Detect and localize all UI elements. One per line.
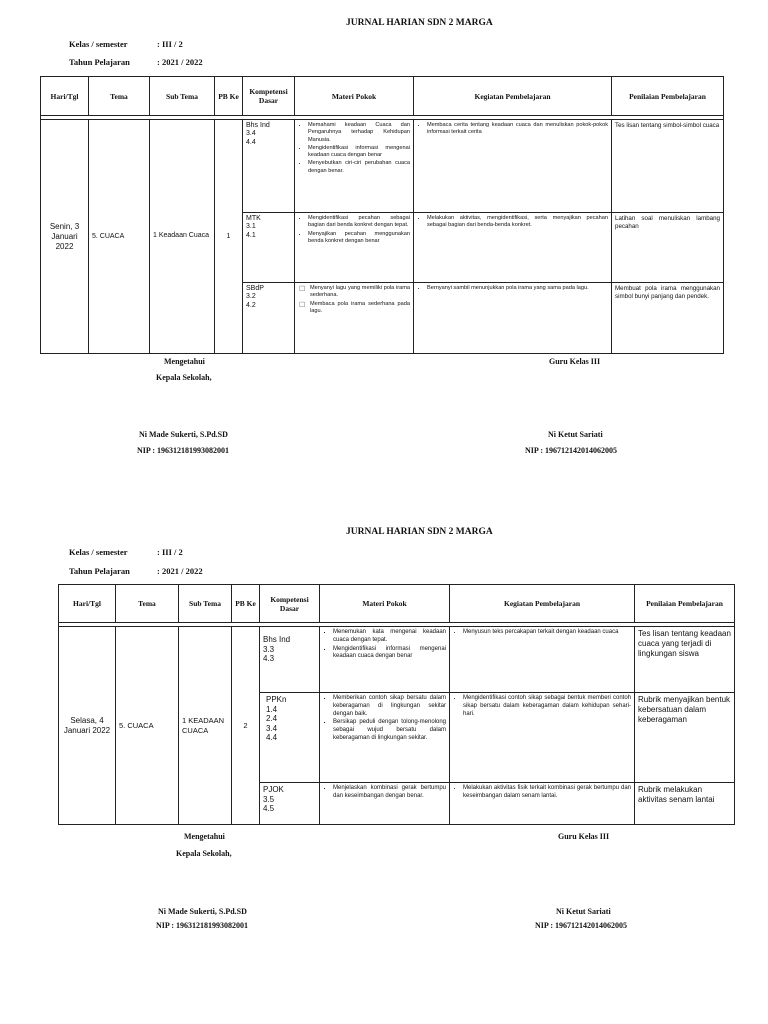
mengetahui-label: Mengetahui xyxy=(184,832,225,841)
materi-cell xyxy=(295,283,414,354)
kd-subject: Bhs Ind xyxy=(246,122,270,129)
kd-cell xyxy=(243,213,295,283)
header-kd: Kompetensi Dasar xyxy=(243,77,295,116)
materi-item: • Mengidentifikasi informasi mengenai keadaan cuaca dengan benar xyxy=(308,145,410,160)
kegiatan-item: • Membaca cerita tentang keadaan cuaca dan menuliskan pokok-pokok informasi terkait cerita xyxy=(427,122,608,137)
kegiatan-cell xyxy=(450,627,635,693)
kd-cell xyxy=(260,693,320,783)
kelas-label: Kelas / semester xyxy=(69,39,128,49)
mengetahui-label: Mengetahui xyxy=(164,357,205,366)
kd-cell xyxy=(260,783,320,825)
header-tema: Tema xyxy=(116,585,179,623)
materi-cell xyxy=(320,627,450,693)
kd-subject: Bhs Ind xyxy=(263,635,291,644)
materi-item: • Menyebutkan ciri-ciri perubahan cuaca dengan benar. xyxy=(308,160,410,175)
kd-subject: PPKn xyxy=(266,695,287,704)
subtema-cell: 1 Keadaan Cuaca xyxy=(150,120,215,354)
header-subtema: Sub Tema xyxy=(150,77,215,116)
materi-item: • Memahami keadaan Cuaca dan Pengaruhnya terhadap Kehidupan Manusia. xyxy=(308,122,410,144)
kd-code: 3.2 xyxy=(246,293,256,301)
kd-code: 4.3 xyxy=(263,654,275,664)
kd-subject: MTK xyxy=(246,215,261,222)
header-tema: Tema xyxy=(89,77,150,116)
kegiatan-cell xyxy=(414,213,612,283)
kd-code: 4.5 xyxy=(263,804,275,814)
kd-code: 3.4 xyxy=(246,130,256,138)
kd-subject: SBdP xyxy=(246,285,264,292)
header-penilaian: Penilaian Pembelajaran xyxy=(635,585,735,623)
tema-cell: 5. CUACA xyxy=(89,120,150,354)
kegiatan-cell xyxy=(450,693,635,783)
tema-cell: 5. CUACA xyxy=(116,627,179,825)
kd-code: 4.4 xyxy=(266,733,278,743)
materi-item: ▪ Bersikap peduli dengan tolong-menolong sebagai wujud bersatu dalam keberagaman di lingkungan sekitar. xyxy=(333,719,446,742)
kd-cell xyxy=(243,283,295,354)
materi-cell xyxy=(320,693,450,783)
kd-cell xyxy=(260,627,320,693)
materi-cell xyxy=(295,213,414,283)
journal-table xyxy=(40,76,724,354)
tahun-label: Tahun Pelajaran xyxy=(69,57,130,67)
tahun-value: : 2021 / 2022 xyxy=(157,566,203,576)
journal-title: JURNAL HARIAN SDN 2 MARGA xyxy=(346,527,493,537)
pb-cell: 2 xyxy=(232,627,260,825)
kelas-value: : III / 2 xyxy=(157,39,183,49)
materi-cell xyxy=(295,120,414,213)
table-row xyxy=(59,627,735,693)
materi-item: ▪ Menjelaskan kombinasi gerak bertumpu dan keseimbangan dengan benar. xyxy=(333,785,446,801)
table-row xyxy=(41,120,724,213)
guru-label: Guru Kelas III xyxy=(549,357,601,366)
materi-item: ▪ Mengidentifikasi informasi mengenai keadaan cuaca dengan benar xyxy=(333,646,446,662)
guru-nip: NIP : 196712142014062005 xyxy=(535,921,627,930)
kd-code: 4.4 xyxy=(246,138,256,146)
kd-subject: PJOK xyxy=(263,785,284,794)
journal-table xyxy=(58,584,735,825)
day-cell: Senin, 3 Januari 2022 xyxy=(41,120,89,354)
day-cell: Selasa, 4 Januari 2022 xyxy=(59,627,116,825)
kegiatan-item: • Menyusun teks percakapan terkait dengan keadaan cuaca xyxy=(463,629,631,637)
materi-item: ▪ Menemukan kata mengenai keadaan cuaca dengan tepat. xyxy=(333,629,446,645)
tahun-value: : 2021 / 2022 xyxy=(157,57,203,67)
penilaian-cell: Rubrik menyajikan bentuk kebersatuan dalam keberagaman xyxy=(635,693,735,783)
header-hari: Hari/Tgl xyxy=(59,585,116,623)
header-kegiatan: Kegiatan Pembelajaran xyxy=(414,77,612,116)
kegiatan-cell xyxy=(450,783,635,825)
guru-label: Guru Kelas III xyxy=(558,832,610,841)
penilaian-cell: Membuat pola irama menggunakan simbol bunyi panjang dan pendek. xyxy=(612,283,724,354)
header-subtema: Sub Tema xyxy=(179,585,232,623)
header-materi: Materi Pokok xyxy=(320,585,450,623)
header-materi: Materi Pokok xyxy=(295,77,414,116)
kd-code: 3.1 xyxy=(246,223,256,231)
guru-name: Ni Ketut Sariati xyxy=(548,430,603,439)
penilaian-cell: Latihan soal menuliskan lambang pecahan xyxy=(612,213,724,283)
materi-item: • Menyajikan pecahan menggunakan benda konkret dengan benar xyxy=(308,231,410,246)
subtema-cell: 1 KEADAAN CUACA xyxy=(179,627,232,825)
header-hari: Hari/Tgl xyxy=(41,77,89,116)
tahun-label: Tahun Pelajaran xyxy=(69,566,130,576)
kd-code: 2.4 xyxy=(266,714,278,724)
header-pb: PB Ke xyxy=(215,77,243,116)
guru-nip: NIP : 196712142014062005 xyxy=(525,446,617,455)
materi-item: ☐ Membaca pola irama sederhana pada lagu. xyxy=(310,301,410,316)
header-penilaian: Penilaian Pembelajaran xyxy=(612,77,724,116)
kegiatan-item: • Bernyanyi sambil menunjukkan pola irama yang sama pada lagu. xyxy=(427,285,608,292)
kegiatan-item: • Melakukan aktivitas fisik terkait kombinasi gerak bertumpu dan keseimbangan dalam senam lantai. xyxy=(463,785,631,801)
kd-code: 4.2 xyxy=(246,301,256,309)
kepsek-name: Ni Made Sukerti, S.Pd.SD xyxy=(158,907,247,916)
kegiatan-item: • Mengidentifikasi contoh sikap sebagai bentuk memberi contoh sikap bersatu dalam keberagaman dalam kehidupan sehari-hari. xyxy=(463,695,631,718)
materi-item: ▪ Memberikan contoh sikap bersatu dalam keberagaman di lingkungan sekitar dengan baik. xyxy=(333,695,446,718)
kd-code: 3.4 xyxy=(266,723,278,733)
penilaian-cell: Tes lisan tentang simbol-simbol cuaca xyxy=(612,120,724,213)
penilaian-cell: Rubrik melakukan aktivitas senam lantai xyxy=(635,783,735,825)
materi-cell xyxy=(320,783,450,825)
kd-code: 4.1 xyxy=(246,231,256,239)
kepala-label: Kepala Sekolah, xyxy=(156,373,212,382)
kd-cell xyxy=(243,120,295,213)
kepsek-name: Ni Made Sukerti, S.Pd.SD xyxy=(139,430,228,439)
kepsek-nip: NIP : 196312181993082001 xyxy=(137,446,229,455)
kelas-label: Kelas / semester xyxy=(69,547,128,557)
kegiatan-cell xyxy=(414,120,612,213)
journal-title: JURNAL HARIAN SDN 2 MARGA xyxy=(346,18,493,28)
header-kegiatan: Kegiatan Pembelajaran xyxy=(450,585,635,623)
materi-item: ☐ Menyanyi lagu yang memiliki pola irama sederhana. xyxy=(310,285,410,300)
kd-code: 1.4 xyxy=(266,704,278,714)
pb-cell: 1 xyxy=(215,120,243,354)
header-pb: PB Ke xyxy=(232,585,260,623)
kepsek-nip: NIP : 196312181993082001 xyxy=(156,921,248,930)
materi-item: • Mengidentifikasi pecahan sebagai bagian dari benda konkret dengan tepat. xyxy=(308,215,410,230)
kegiatan-item: • Melakukan aktivitas, mengidentifikasi, serta menyajikan pecahan sebagai bagian dari benda-benda konkret. xyxy=(427,215,608,230)
header-kd: Kompetensi Dasar xyxy=(260,585,320,623)
kd-code: 3.3 xyxy=(263,644,275,654)
kegiatan-cell xyxy=(414,283,612,354)
kepala-label: Kepala Sekolah, xyxy=(176,849,232,858)
kelas-value: : III / 2 xyxy=(157,547,183,557)
penilaian-cell: Tes lisan tentang keadaan cuaca yang terjadi di lingkungan siswa xyxy=(635,627,735,693)
kd-code: 3.5 xyxy=(263,794,275,804)
guru-name: Ni Ketut Sariati xyxy=(556,907,611,916)
